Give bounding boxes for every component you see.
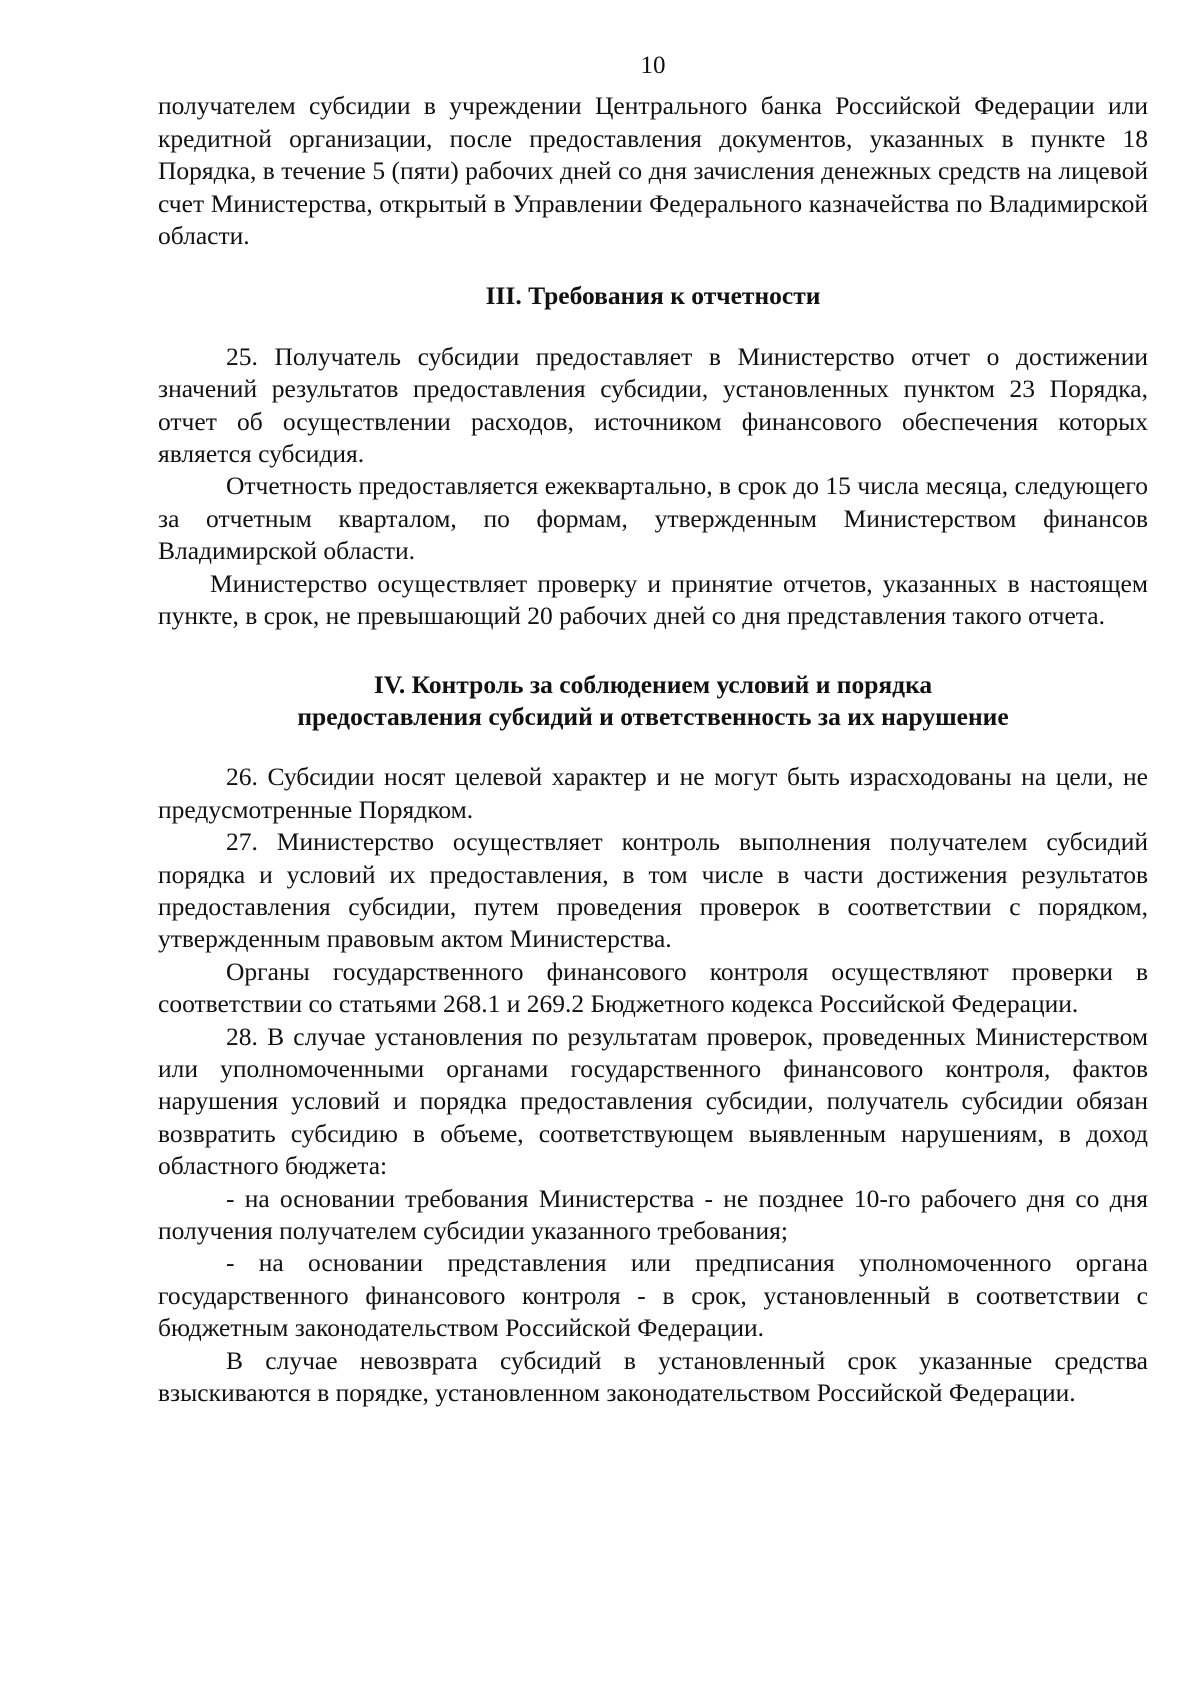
section-4-title (158, 669, 1148, 734)
paragraph-continuation: получателем субсидии в учреждении Центрального банка Российской Федерации или кредитной организации, после предоставления документов, указанных в пункте 18 Порядка, в течение 5 (пяти) рабочих дней со дня зачисления денежных средств на лицевой счет Министерства, открытый в Управлении Федерального казначейства по Владимирской области. (158, 91, 1148, 251)
paragraph-report-check: Министерство осуществляет проверку и принятие отчетов, указанных в настоящем пункте, в срок, не превышающий 20 рабочих дней со дня представления такого отчета. (158, 568, 1148, 631)
section-4-title-line-2: предоставления субсидий и ответственность за их нарушение (297, 701, 1009, 731)
paragraph-return-on-demand: - на основании требования Министерства - не позднее 10-го рабочего дня со дня получения получателем субсидии указанного требования; (158, 1183, 1148, 1245)
section-4-title-line-1: IV. Контроль за соблюдением условий и порядка (373, 669, 933, 699)
section-3-title: III. Требования к отчетности (485, 281, 821, 311)
paragraph-27: 27. Министерство осуществляет контроль выполнения получателем субсидий порядка и условий их предоставления, в том числе в части достижения результатов предоставления субсидии, путем проведения проверок в соответствии с порядком, утвержденным правовым актом Министерства. (158, 827, 1148, 954)
paragraph-28: 28. В случае установления по результатам проверок, проведенных Министерством или уполномоченными органами государственного финансового контроля, фактов нарушения условий и порядка предоставления субсидии, получатель субсидии обязан возвратить субсидию в объеме, соответствующем выявленным нарушениям, в доход областного бюджета: (158, 1021, 1148, 1181)
paragraph-financial-control: Органы государственного финансового контроля осуществляют проверки в соответствии со статьями 268.1 и 269.2 Бюджетного кодекса Российской Федерации. (158, 956, 1148, 1019)
paragraph-non-return: В случае невозврата субсидий в установленный срок указанные средства взыскиваются в порядке, установленном законодательством Российской Федерации. (158, 1345, 1148, 1408)
paragraph-25: 25. Получатель субсидии предоставляет в Министерство отчет о достижении значений результатов предоставления субсидии, установленных пунктом 23 Порядка, отчет об осуществлении расходов, источником финансового обеспечения которых является субсидия. (158, 341, 1148, 469)
page-number: 10 (640, 52, 666, 79)
document-page (158, 50, 1148, 1409)
paragraph-return-on-order: - на основании представления или предписания уполномоченного органа государственного финансового контроля - в срок, установленный в соответствии с бюджетным законодательством Российской Федерации. (158, 1248, 1148, 1343)
paragraph-reporting-frequency: Отчетность предоставляется ежеквартально, в срок до 15 числа месяца, следующего за отчетным кварталом, по формам, утвержденным Министерством финансов Владимирской области. (158, 471, 1148, 566)
paragraph-26: 26. Субсидии носят целевой характер и не могут быть израсходованы на цели, не предусмотренные Порядком. (158, 762, 1148, 824)
